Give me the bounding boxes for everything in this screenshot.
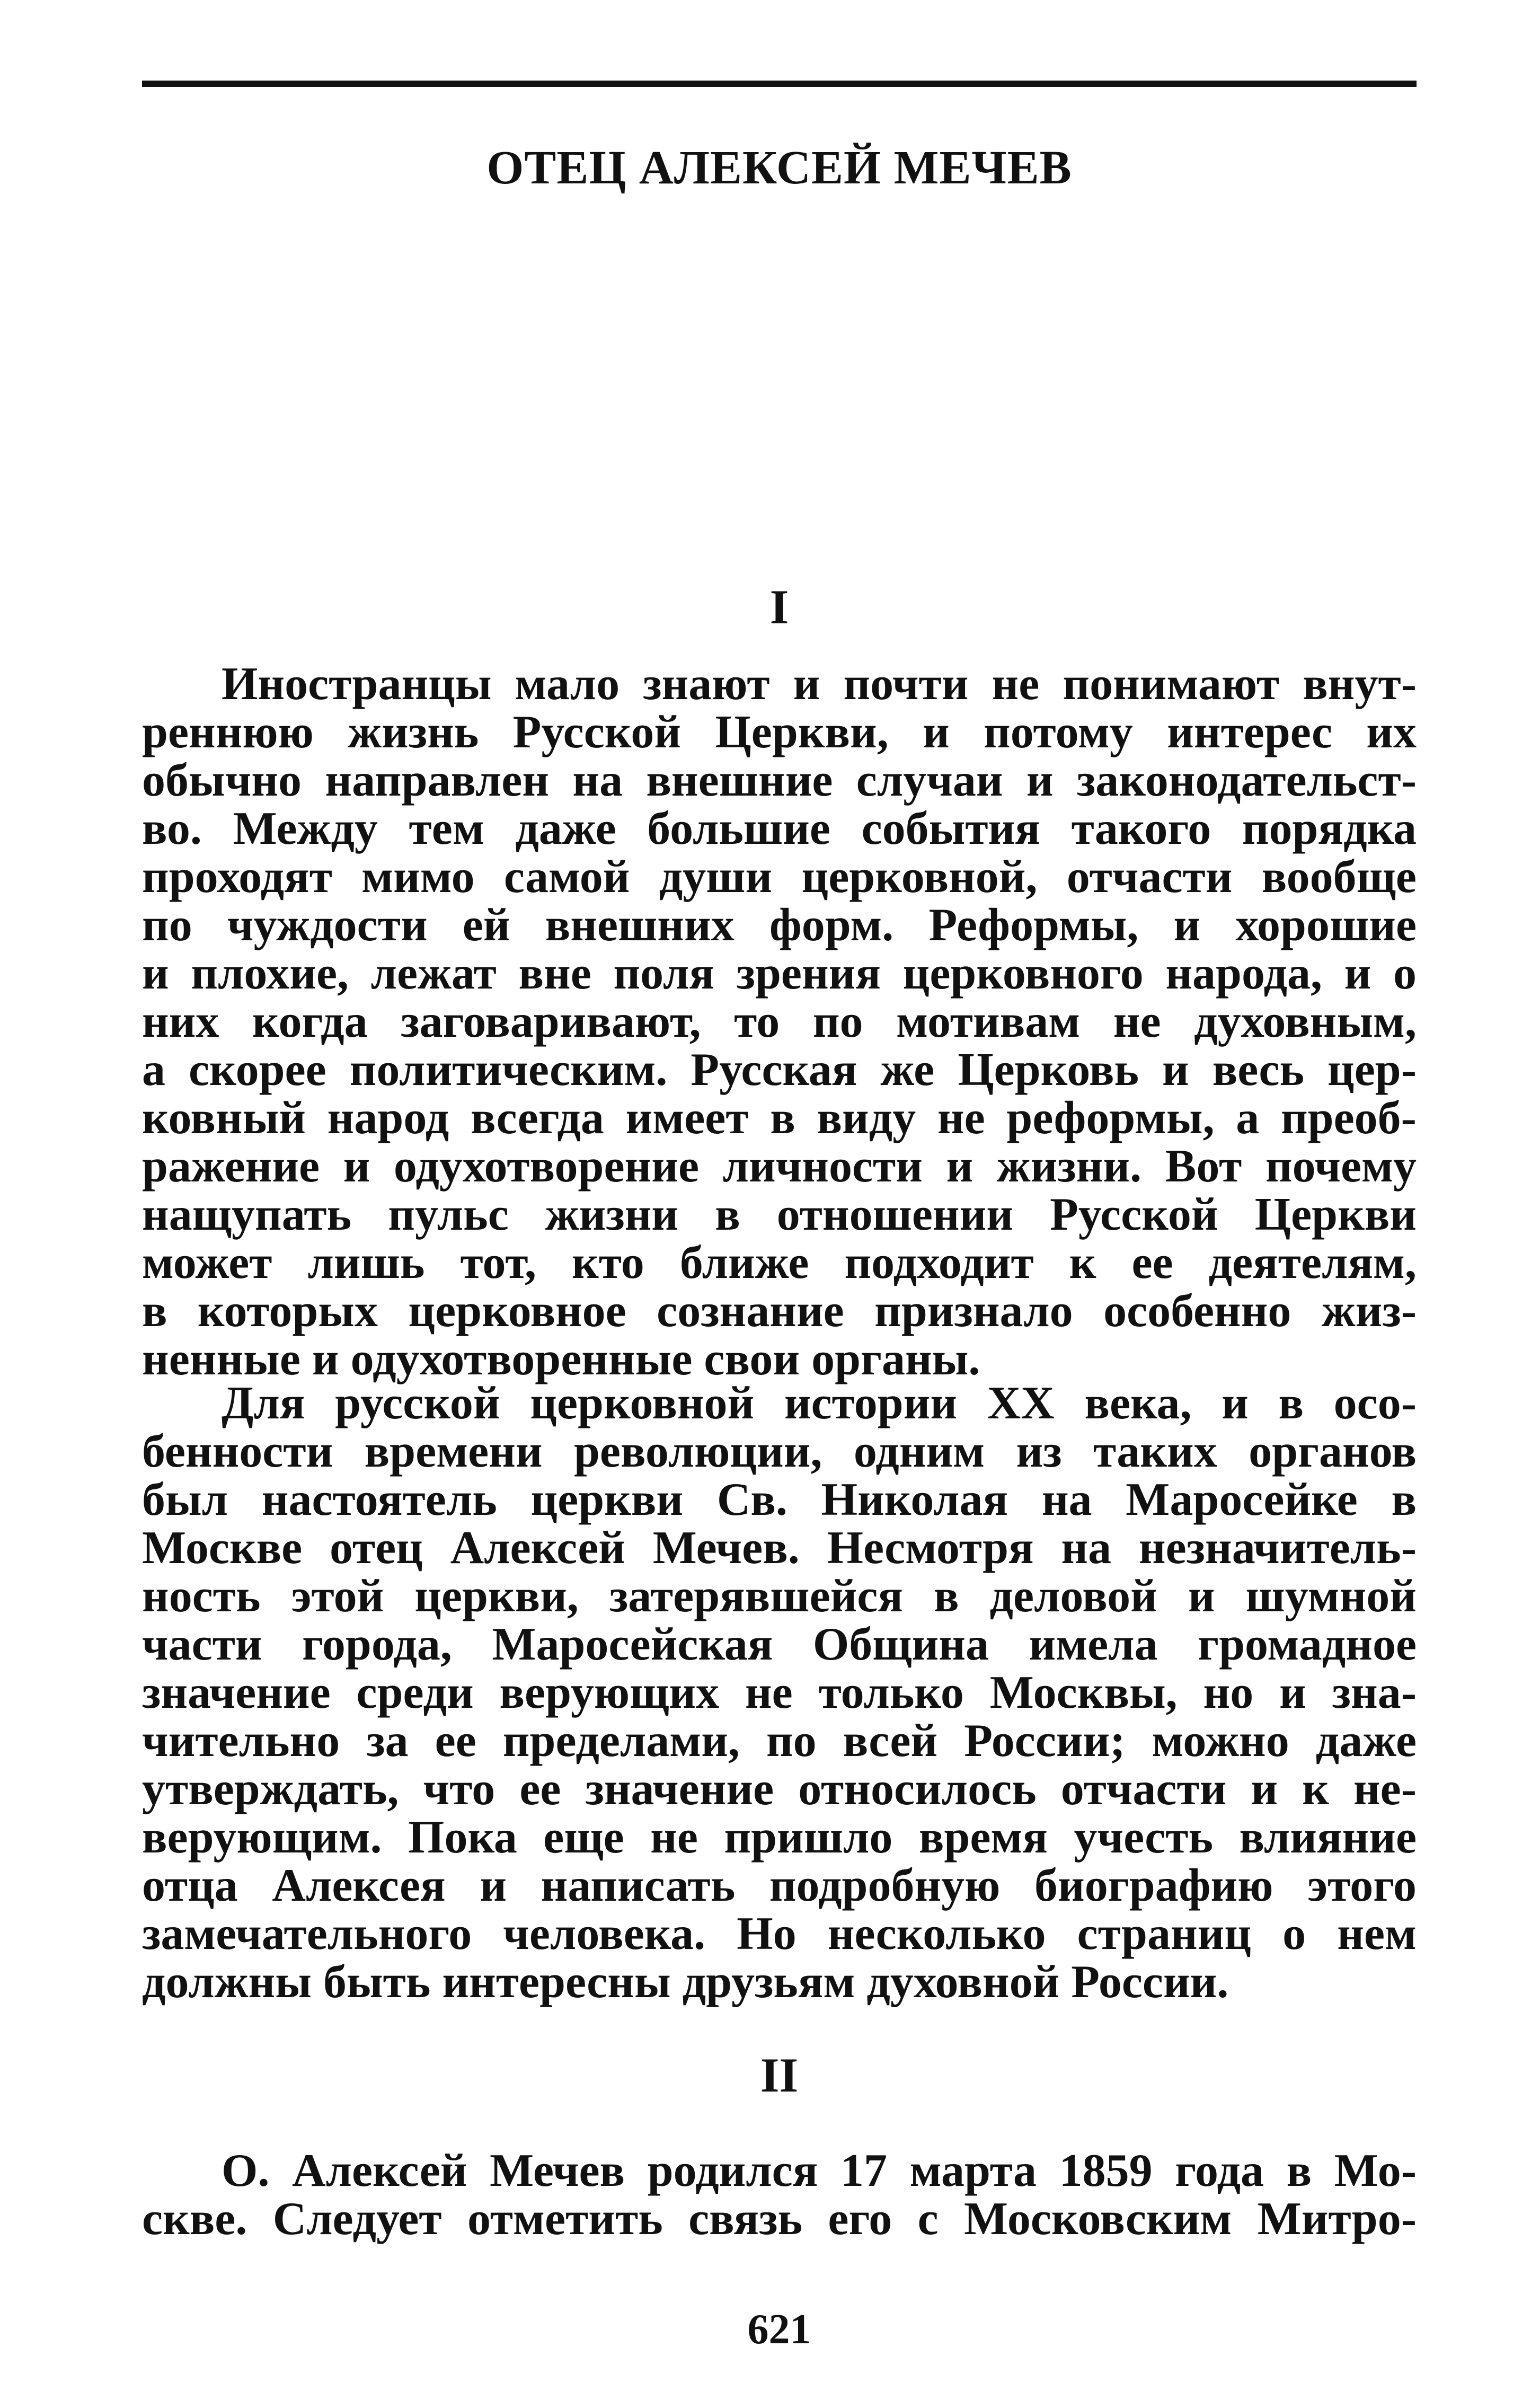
text-line: чительно за ее пределами, по всей России; можно даже [142,1715,1417,1767]
text-line: в которых церковное сознание признало особенно жиз- [142,1285,1417,1337]
text-line: может лишь тот, кто ближе подходит к ее деятелям, [142,1237,1417,1289]
text-line: проходят мимо самой души церковной, отчасти вообще [142,851,1417,903]
section-number-1: I [769,580,789,634]
text-line: ковный народ всегда имеет в виду не реформы, а преоб- [142,1092,1417,1144]
paragraph-2 [142,1379,1417,2006]
text-line: Москве отец Алексей Мечев. Несмотря на незначитель- [142,1522,1417,1574]
text-line: должны быть интересны друзьям духовной России. [142,1956,1229,2008]
text-line: верующим. Пока еще не пришло время учесть влияние [142,1812,1417,1863]
text-line: был настоятель церкви Св. Николая на Маросейке в [142,1474,1417,1525]
text-line: Иностранцы мало знают и почти не понимают внут- [222,658,1417,710]
text-line: утверждать, что ее значение относилось отчасти и к не- [142,1763,1417,1815]
text-line: во. Между тем даже большие события такого порядка [142,803,1417,854]
top-rule [142,81,1417,87]
text-line: по чуждости ей внешних форм. Реформы, и хорошие [142,899,1417,951]
text-line: замечательного человека. Но несколько страниц о нем [142,1908,1417,1960]
text-line: ность этой церкви, затерявшейся в деловой и шумной [142,1570,1417,1622]
text-line: ненные и одухотворенные свои органы. [142,1334,980,1385]
text-line: реннюю жизнь Русской Церкви, и потому интерес их [142,707,1417,758]
text-line: части города, Маросейская Община имела громадное [142,1619,1417,1670]
text-line: отца Алексея и написать подробную биографию этого [142,1860,1417,1911]
text-line: О. Алексей Мечев родился 17 марта 1859 года в Мо- [222,2145,1417,2196]
chapter-title: ОТЕЦ АЛЕКСЕЙ МЕЧЕВ [486,142,1072,194]
text-line: ражение и одухотворение личности и жизни. Вот почему [142,1141,1417,1192]
paragraph-1 [142,660,1417,1383]
text-line: а скорее политическим. Русская же Церковь и весь цер- [142,1044,1417,1096]
text-line: и плохие, лежат вне поля зрения церковного народа, и о [142,948,1417,999]
text-line: обычно направлен на внешние случаи и законодательст- [142,755,1417,806]
text-line: них когда заговаривают, то по мотивам не духовным, [142,996,1417,1047]
paragraph-3 [142,2147,1417,2243]
text-line: нащупать пульс жизни в отношении Русской Церкви [142,1189,1417,1240]
page-number: 621 [747,2306,811,2353]
section-number-2: II [760,2048,799,2102]
text-line: Для русской церковной истории XX века, и в осо- [222,1378,1417,1429]
text-line: скве. Следует отметить связь его с Московским Митро- [142,2193,1417,2245]
text-line: значение среди верующих не только Москвы, но и зна- [142,1667,1417,1718]
text-line: бенности времени революции, одним из таких органов [142,1426,1417,1477]
